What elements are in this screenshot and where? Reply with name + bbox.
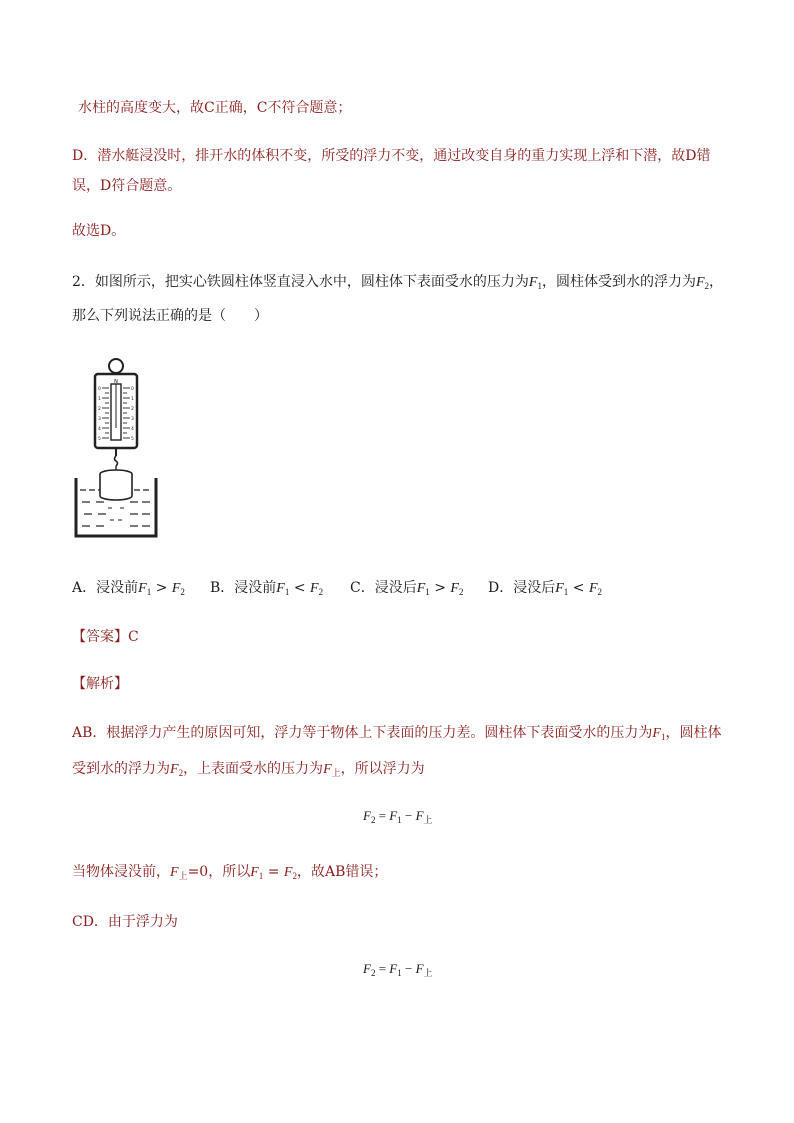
svg-text:5: 5 xyxy=(98,437,101,442)
text-line: D．潜水艇浸没时，排开水的体积不变，所受的浮力不变，通过改变自身的重力实现上浮和下潜，故D错 xyxy=(72,148,711,164)
options-row xyxy=(72,578,602,602)
analysis-text: 受到水的浮力为$F_2$，上表面受水的压力为$F_上$，所以浮力为 xyxy=(72,761,425,778)
svg-text:2: 2 xyxy=(98,407,101,412)
analysis-text: 当物体浸没前，$F_上=0$，所以$F_1 = F_2$，故AB错误； xyxy=(72,864,388,881)
svg-text:N: N xyxy=(114,379,118,385)
text-line: 误，D符合题意。 xyxy=(72,178,182,194)
text-line: 水柱的高度变大，故C正确，C不符合题意； xyxy=(78,100,352,116)
svg-text:1: 1 xyxy=(131,397,134,402)
answer-value: C xyxy=(128,629,139,645)
option-b[interactable]: B．浸没前$F_1 < F_2$ xyxy=(210,580,324,597)
equation: $F_2 = F_1 - F_上$ xyxy=(363,961,433,978)
svg-text:4: 4 xyxy=(98,427,101,432)
option-d[interactable]: D．浸没后$F_1 < F_2$ xyxy=(488,580,602,597)
equation: $F_2 = F_1 - F_上$ xyxy=(363,808,433,825)
svg-text:0: 0 xyxy=(98,387,101,392)
answer-line xyxy=(72,627,139,647)
svg-text:1: 1 xyxy=(98,397,101,402)
spring-scale-figure xyxy=(72,356,160,540)
analysis-text: AB．根据浮力产生的原因可知，浮力等于物体上下表面的压力差。圆柱体下表面受水的压力为$F_1$，圆柱体 xyxy=(72,725,722,742)
svg-text:2: 2 xyxy=(131,407,134,412)
svg-text:3: 3 xyxy=(98,417,101,422)
answer-label: 【答案】 xyxy=(72,629,128,645)
option-c[interactable]: C．浸没后$F_1 > F_2$ xyxy=(350,580,464,597)
analysis-text: CD．由于浮力为 xyxy=(72,914,178,930)
svg-text:3: 3 xyxy=(131,417,134,422)
svg-text:5: 5 xyxy=(131,437,134,442)
svg-text:0: 0 xyxy=(131,387,134,392)
question-text: 2．如图所示，把实心铁圆柱体竖直浸入水中，圆柱体下表面受水的压力为$F_1$，圆柱体受到水的浮力为$F_2$， xyxy=(72,274,724,291)
text-line: 故选D。 xyxy=(72,223,126,239)
analysis-label: 【解析】 xyxy=(72,676,128,692)
svg-text:4: 4 xyxy=(131,427,134,432)
option-a[interactable]: A．浸没前$F_1 > F_2$ xyxy=(72,580,185,597)
question-text: 那么下列说法正确的是（ ） xyxy=(72,308,268,324)
